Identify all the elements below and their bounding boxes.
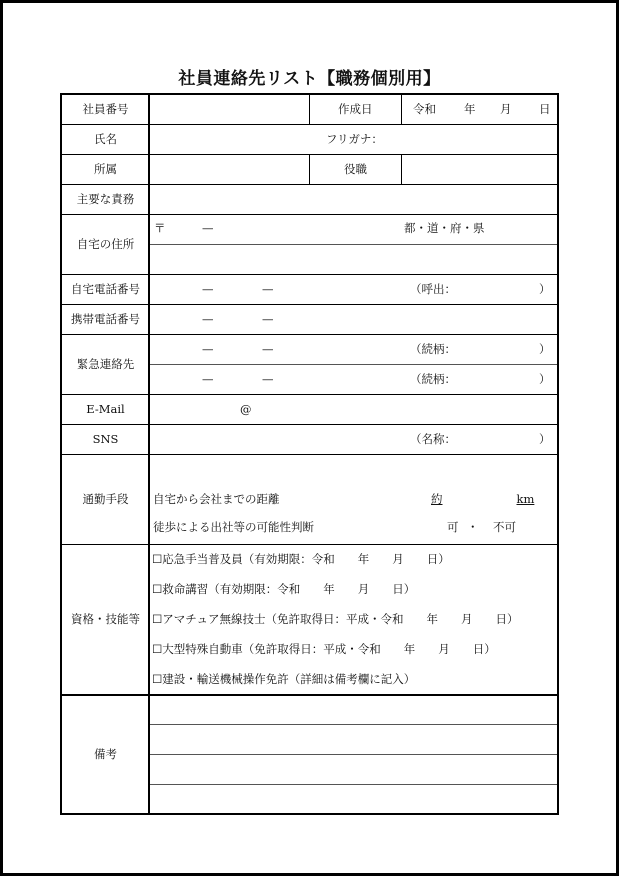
home-phone-label: 自宅電話番号 [71,282,140,296]
qualification-item: ☐建設・輸送機械操作免許（詳細は備考欄に記入） [152,672,416,686]
phone-dash: — [202,372,214,386]
remarks-line [149,724,557,725]
year-unit: 年 [464,102,476,116]
duties-label: 主要な責務 [76,192,135,206]
row-divider [62,334,557,335]
month-unit: 月 [500,102,512,116]
distance-label: 自宅から会社までの距離 [153,492,280,506]
qualifications-label: 資格・技能等 [71,612,140,626]
name-label: 氏名 [94,132,117,146]
option-impossible: 不可 [493,520,516,534]
sns-name-note: （名称： [410,432,456,446]
email-label: E-Mail [86,402,125,416]
close-paren: ） [539,432,551,446]
call-note: （呼出： [410,282,456,296]
row-divider [62,394,557,395]
close-paren: ） [539,342,551,356]
remarks-line [149,784,557,785]
postal-dash: — [202,221,214,235]
column-divider [401,95,402,124]
phone-dash: — [202,282,214,296]
email-at: @ [240,402,252,416]
remarks-line [149,754,557,755]
column-divider [309,95,310,124]
prefecture-options: 都・道・府・県 [404,221,485,235]
day-unit: 日 [539,102,551,116]
postal-mark: 〒 [154,221,166,235]
qualification-item: ☐応急手当普及員（有効期限：令和 年 月 日） [152,552,450,566]
close-paren: ） [539,372,551,386]
phone-dash: — [202,312,214,326]
qualification-item: ☐アマチュア無線技士（免許取得日：平成・令和 年 月 日） [152,612,519,626]
qualification-item: ☐大型特殊自動車（免許取得日：平成・令和 年 月 日） [152,642,496,656]
emergency-contact-label: 緊急連絡先 [76,357,135,371]
remarks-label: 備考 [94,747,117,761]
address-label: 自宅の住所 [76,237,135,251]
created-date-label: 作成日 [338,102,373,116]
row-divider [62,424,557,425]
sns-label: SNS [92,432,119,446]
contact-form [60,93,559,815]
row-divider [62,124,557,125]
phone-dash: — [262,372,274,386]
mobile-phone-label: 携帯電話番号 [71,312,140,326]
relation-note: （続柄： [410,372,456,386]
qualification-item: ☐救命講習（有効期限：令和 年 月 日） [152,582,416,596]
row-divider [62,544,557,545]
furigana-label: フリガナ： [326,132,383,146]
relation-note: （続柄： [410,342,456,356]
employee-no-label: 社員番号 [82,102,129,116]
option-possible: 可 [447,520,459,534]
row-divider [62,454,557,455]
row-divider [62,184,557,185]
position-label: 役職 [344,162,367,176]
department-label: 所属 [94,162,117,176]
walk-feasibility-label: 徒歩による出社等の可能性判断 [153,520,314,534]
column-divider [309,154,310,184]
phone-dash: — [262,282,274,296]
distance-unit: km [516,492,535,506]
close-paren: ） [539,282,551,296]
option-separator: ・ [467,520,479,534]
created-era: 令和 [413,102,436,116]
commute-label: 通勤手段 [82,492,129,506]
row-divider [62,694,557,696]
distance-approx: 約 km [431,492,535,506]
column-divider [401,154,402,184]
phone-dash: — [262,342,274,356]
row-divider [62,274,557,275]
row-subdivider [149,244,557,245]
phone-dash: — [202,342,214,356]
row-divider [62,214,557,215]
row-divider [62,304,557,305]
row-subdivider [149,364,557,365]
phone-dash: — [262,312,274,326]
form-title: 社員連絡先リスト【職務個別用】 [178,69,441,89]
